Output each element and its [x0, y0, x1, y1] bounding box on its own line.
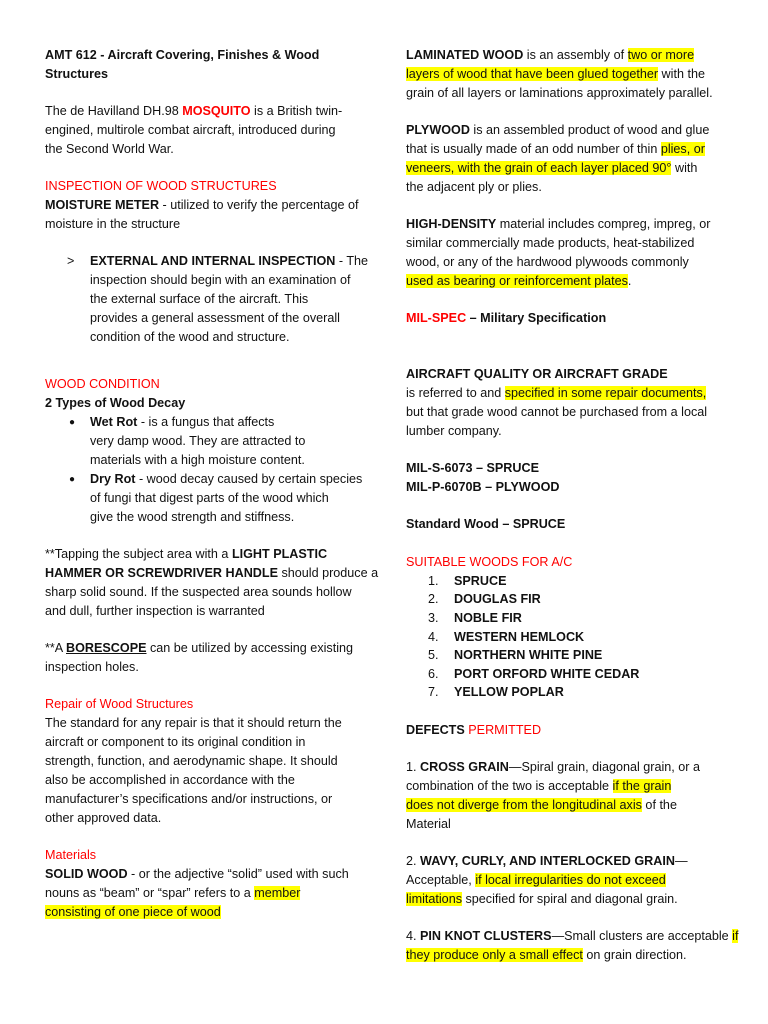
defect2-line1: 2. WAVY, CURLY, AND INTERLOCKED GRAIN— [406, 854, 688, 868]
defect1-line4: Material [406, 817, 451, 831]
ext-int-marker: > [67, 254, 75, 268]
solid-wood-line3: consisting of one piece of wood [45, 905, 221, 919]
milspec-line: MIL-SPEC – Military Specification [406, 311, 607, 325]
bullet-icon: ● [69, 474, 76, 485]
aircraft-grade-heading: AIRCRAFT QUALITY OR AIRCRAFT GRADE [406, 367, 668, 381]
bullet-icon: ● [69, 417, 76, 428]
defects-heading: DEFECTS PERMITTED [406, 723, 542, 737]
dry-rot-line2: of fungi that digest parts of the wood which [90, 491, 329, 505]
tapping-line1: **Tapping the subject area with a LIGHT PLASTIC [45, 547, 328, 561]
defect1-line2: combination of the two is acceptable if the grain [406, 779, 672, 793]
list-item: NORTHERN WHITE PINE [454, 648, 603, 662]
wet-rot-line1: Wet Rot - is a fungus that affects [90, 415, 275, 429]
laminated-line1: LAMINATED WOOD is an assembly of two or more [406, 48, 695, 62]
plywood-line4: the adjacent ply or plies. [406, 180, 542, 194]
ext-int-line3: the external surface of the aircraft. This [90, 292, 309, 306]
tapping-line3: sharp solid sound. If the suspected area sounds hollow [45, 585, 352, 599]
standard-wood: Standard Wood – SPRUCE [406, 517, 566, 531]
repair-line5: manufacturer’s specifications and/or instructions, or [45, 792, 333, 806]
laminated-line3: grain of all layers or laminations approximately parallel. [406, 86, 713, 100]
wood-condition-heading: WOOD CONDITION [45, 377, 160, 391]
high-density-line2: similar commercially made products, heat-stabilized [406, 236, 695, 250]
mil-plywood: MIL-P-6070B – PLYWOOD [406, 480, 560, 494]
repair-line2: aircraft or component to its original condition in [45, 735, 306, 749]
plywood-line3: veneers, with the grain of each layer placed 90° with [406, 161, 698, 175]
ext-int-line5: condition of the wood and structure. [90, 330, 290, 344]
borescope-line2: inspection holes. [45, 660, 139, 674]
list-item-number: 2. [428, 592, 439, 606]
ext-int-line4: provides a general assessment of the overall [90, 311, 340, 325]
wet-rot-line2: very damp wood. They are attracted to [90, 434, 306, 448]
repair-line1: The standard for any repair is that it should return the [45, 716, 342, 730]
list-item-number: 1. [428, 574, 439, 588]
intro-line3: the Second World War. [45, 142, 174, 156]
wet-rot-line3: materials with a high moisture content. [90, 453, 305, 467]
defect2-line3: limitations specified for spiral and diagonal grain. [406, 892, 678, 906]
solid-wood-line2: nouns as “beam” or “spar” refers to a member [45, 886, 301, 900]
high-density-line4: used as bearing or reinforcement plates. [406, 274, 632, 288]
list-item: SPRUCE [454, 574, 507, 588]
high-density-line3: wood, or any of the hardwood plywoods commonly [406, 255, 689, 269]
list-item-number: 3. [428, 611, 439, 625]
mil-spruce: MIL-S-6073 – SPRUCE [406, 461, 539, 475]
moisture-line1: MOISTURE METER - utilized to verify the percentage of [45, 198, 359, 212]
moisture-line2: moisture in the structure [45, 217, 181, 231]
ext-int-line1: EXTERNAL AND INTERNAL INSPECTION - The [90, 254, 369, 268]
high-density-line1: HIGH-DENSITY material includes compreg, impreg, or [406, 217, 711, 231]
ext-int-line2: inspection should begin with an examination of [90, 273, 351, 287]
list-item: DOUGLAS FIR [454, 592, 541, 606]
solid-wood-line1: SOLID WOOD - or the adjective “solid” used with such [45, 867, 349, 881]
defect2-line2: Acceptable, if local irregularities do not exceed [406, 873, 666, 887]
defect4-line1: 4. PIN KNOT CLUSTERS—Small clusters are acceptable if [406, 929, 739, 943]
aircraft-grade-line2: but that grade wood cannot be purchased from a local [406, 405, 708, 419]
aircraft-grade-line3: lumber company. [406, 424, 502, 438]
plywood-line1: PLYWOOD is an assembled product of wood and glue [406, 123, 710, 137]
defect1-line3: does not diverge from the longitudinal axis of the [406, 798, 677, 812]
doc-title-line2: Structures [45, 67, 108, 81]
repair-heading: Repair of Wood Structures [45, 697, 194, 711]
decay-types: 2 Types of Wood Decay [45, 396, 186, 410]
list-item: PORT ORFORD WHITE CEDAR [454, 667, 640, 681]
suitable-woods-heading: SUITABLE WOODS FOR A/C [406, 555, 573, 569]
repair-line4: also be accomplished in accordance with the [45, 773, 295, 787]
list-item: YELLOW POPLAR [454, 685, 564, 699]
list-item: NOBLE FIR [454, 611, 522, 625]
defect1-line1: 1. CROSS GRAIN—Spiral grain, diagonal grain, or a [406, 760, 701, 774]
repair-line3: strength, function, and aerodynamic shape. It should [45, 754, 338, 768]
laminated-line2: layers of wood that have been glued together with the [406, 67, 705, 81]
doc-title-line1: AMT 612 - Aircraft Covering, Finishes & Wood [45, 48, 320, 62]
plywood-line2: that is usually made of an odd number of thin plies, or [406, 142, 705, 156]
tapping-line4: and dull, further inspection is warranted [45, 604, 265, 618]
intro-line1: The de Havilland DH.98 MOSQUITO is a British twin- [45, 104, 343, 118]
aircraft-grade-line1: is referred to and specified in some repair documents, [406, 386, 707, 400]
repair-line6: other approved data. [45, 811, 162, 825]
inspection-heading: INSPECTION OF WOOD STRUCTURES [45, 179, 277, 193]
list-item-number: 5. [428, 648, 439, 662]
defect4-line2: they produce only a small effect on grain direction. [406, 948, 687, 962]
list-item: WESTERN HEMLOCK [454, 630, 585, 644]
dry-rot-line1: Dry Rot - wood decay caused by certain species [90, 472, 363, 486]
tapping-line2: HAMMER OR SCREWDRIVER HANDLE should produce a [45, 566, 379, 580]
materials-heading: Materials [45, 848, 97, 862]
list-item-number: 4. [428, 630, 439, 644]
list-item-number: 7. [428, 685, 439, 699]
mosquito-name: MOSQUITO [182, 104, 251, 118]
borescope-line1: **A BORESCOPE can be utilized by accessing existing [45, 641, 354, 655]
list-item-number: 6. [428, 667, 439, 681]
intro-line2: engined, multirole combat aircraft, introduced during [45, 123, 336, 137]
dry-rot-line3: give the wood strength and stiffness. [90, 510, 295, 524]
